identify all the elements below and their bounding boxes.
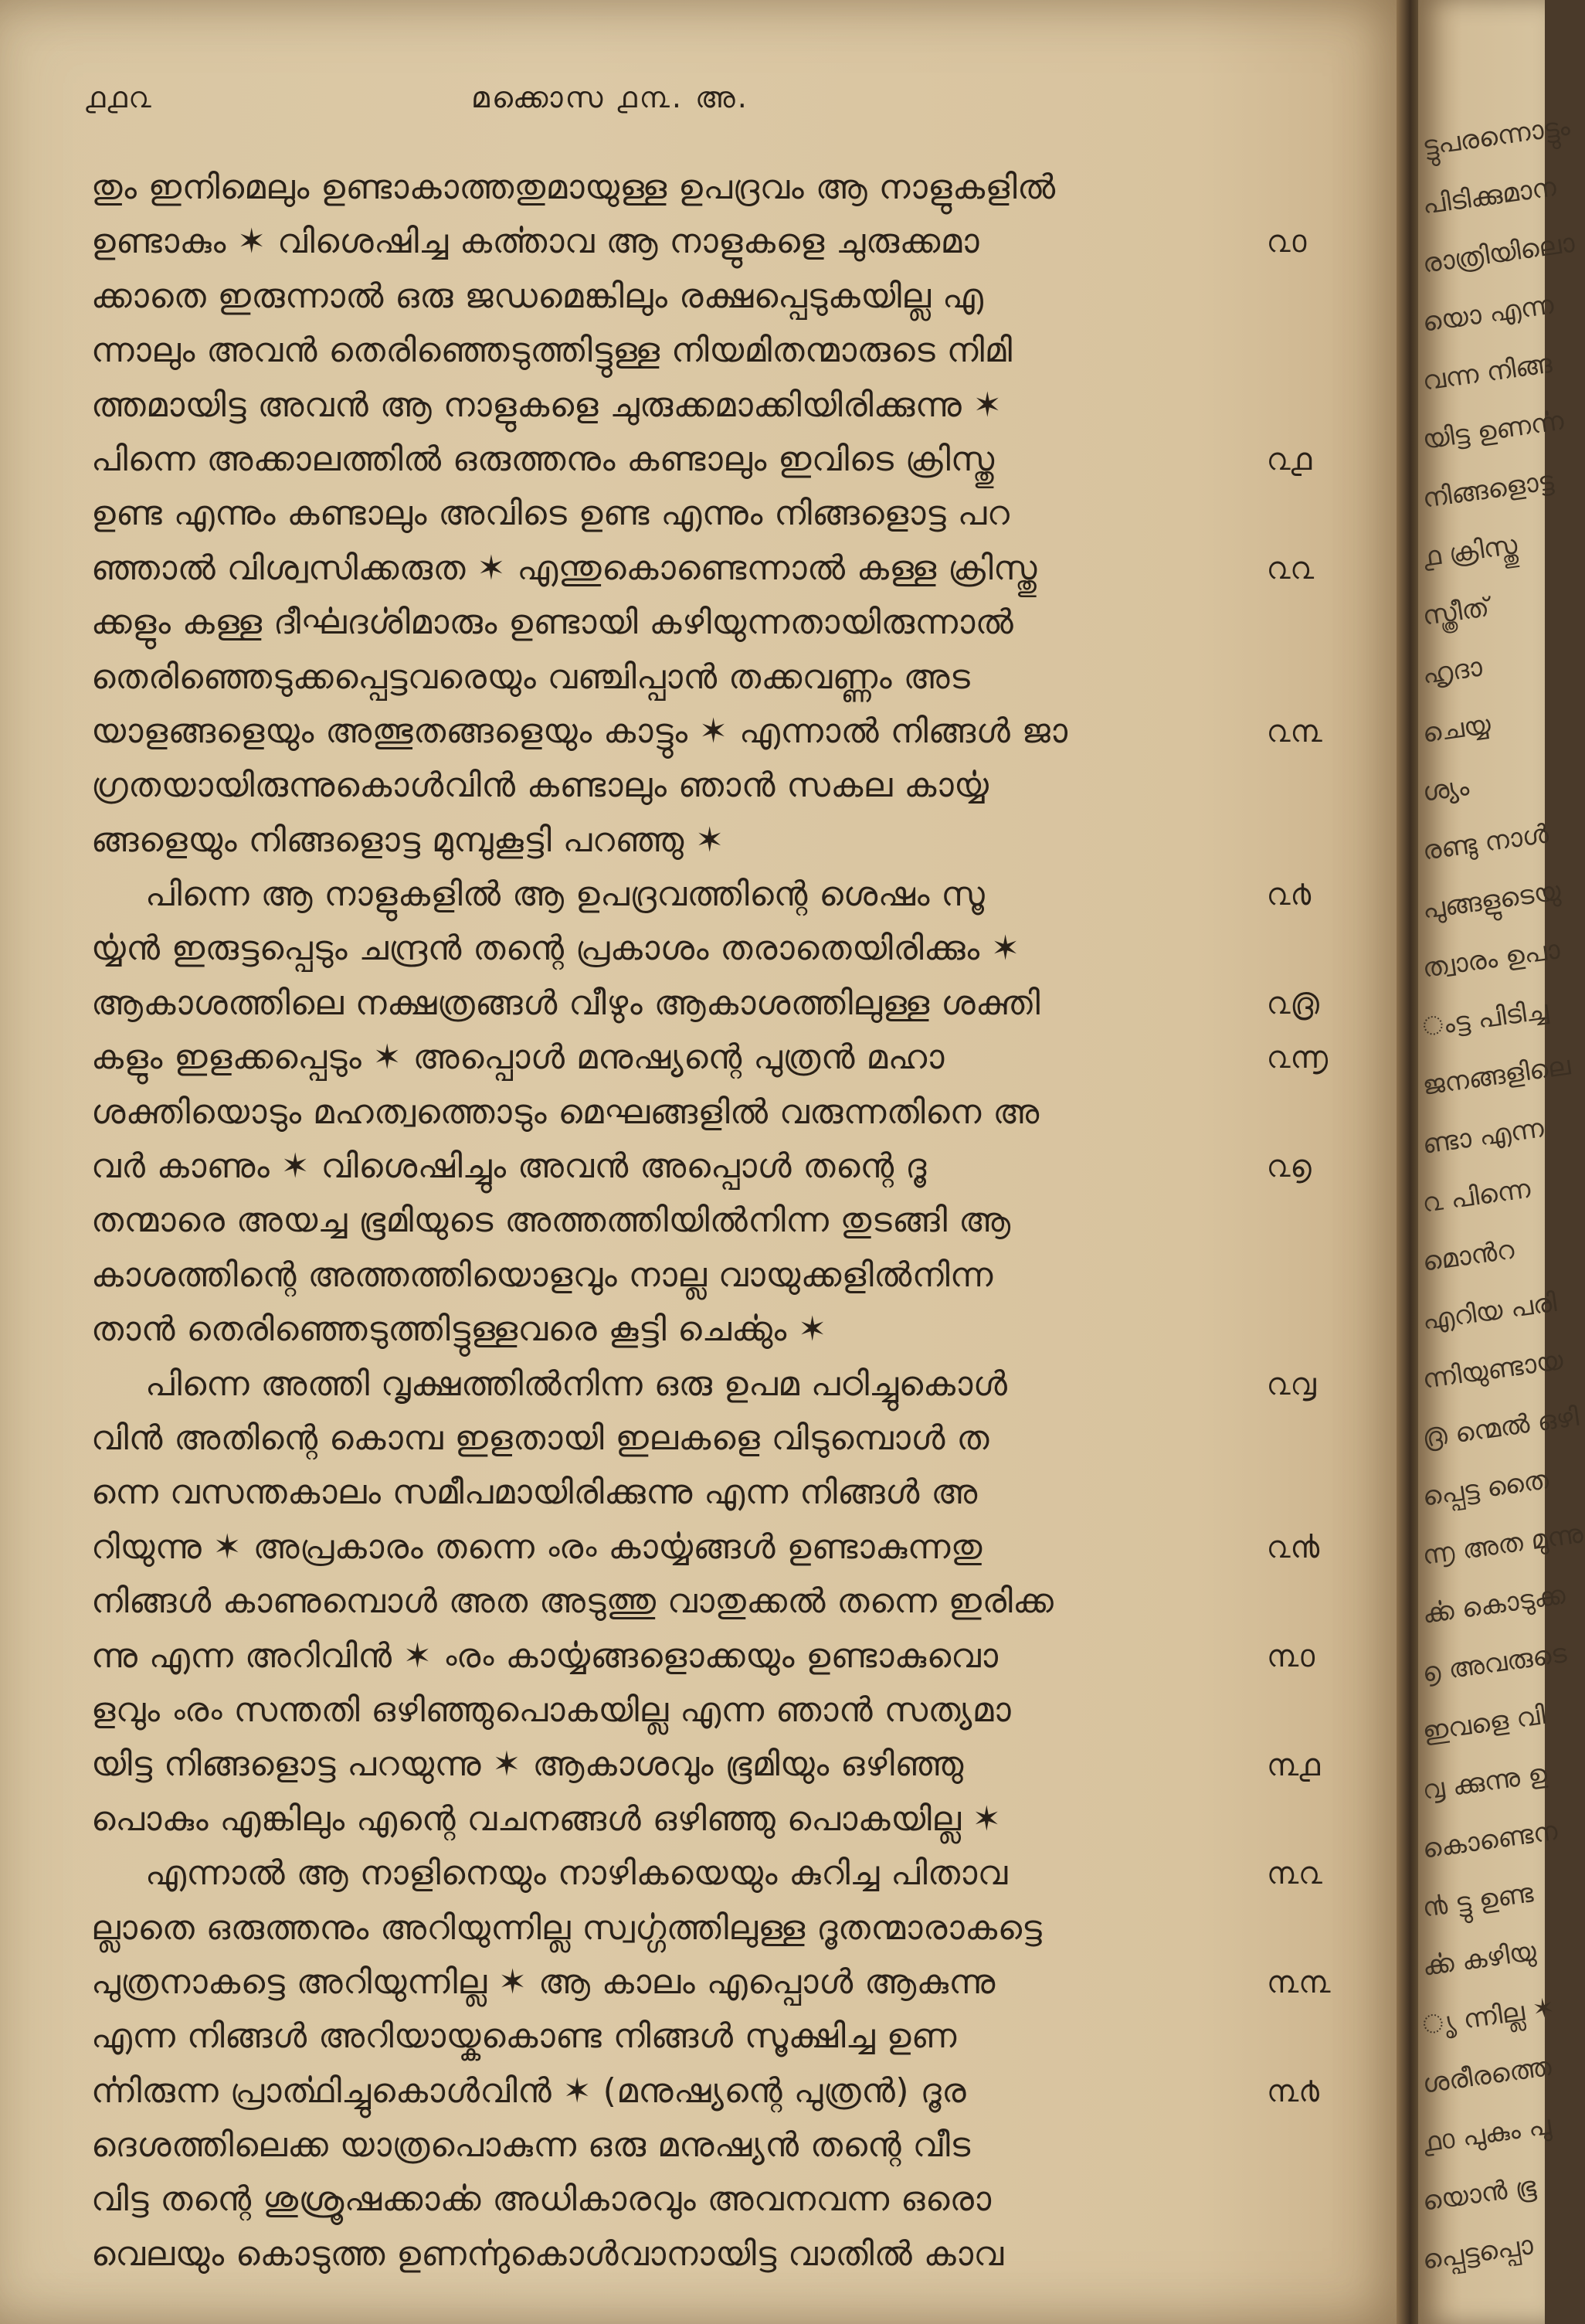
facing-page-text-fragment: ൧൦ പുകും പു	[1420, 2109, 1553, 2159]
verse-number: ൩൧	[1267, 1747, 1320, 1783]
facing-page-text-fragment: ൫ ന്മെൽ ഒഴി	[1420, 1401, 1581, 1454]
facing-page-text-fragment: ൎക്ക കഴിയു	[1420, 1935, 1539, 1983]
facing-page-text-fragment: ശ്യം	[1420, 770, 1471, 808]
text-line: ൎയ്യൻ ഇരുട്ടപ്പെടും ചന്ദ്രൻ തന്റെ പ്രകാശം തരാതെയിരിക്കും ✶	[91, 929, 1020, 969]
text-line: ദെശത്തിലെക്ക യാത്രപൊകുന്ന ഒരു മനുഷ്യൻ തന്റെ വീട	[91, 2125, 971, 2166]
facing-page-text-fragment: പിടിക്കുമാന	[1420, 171, 1559, 221]
text-line: ത്തമായിട്ട അവൻ ആ നാളുകളെ ചുരുക്കമാക്കിയിരിക്കുന്നു ✶	[91, 385, 1003, 425]
text-line: വെലയും കൊടുത്ത ഉണൎന്നുകൊൾവാനായിട്ട വാതിൽ കാവ	[91, 2234, 1004, 2274]
text-line: പിന്നെ ആ നാളുകളിൽ ആ ഉപദ്രവത്തിന്റെ ശെഷം സൂ	[145, 875, 986, 915]
facing-page-text-fragment: രാത്രിയിലൊ	[1420, 227, 1577, 280]
text-line: തെരിഞ്ഞെടുക്കപ്പെട്ടവരെയും വഞ്ചിപ്പാൻ തക്കവണ്ണം അട	[91, 657, 971, 697]
facing-page-text-fragment: കൊണ്ടെന	[1420, 1815, 1560, 1865]
facing-page-text-fragment: ശരീരത്തെ	[1420, 2050, 1554, 2100]
text-line: റിയുന്നു ✶ അപ്രകാരം തന്നെ ൟ കാൎയ്യങ്ങൾ ഉണ്ടാകുന്നതു	[91, 1527, 983, 1567]
verse-number: ൨൮	[1267, 1366, 1316, 1402]
facing-page-text-fragment: ൭ അവരുടെ	[1420, 1638, 1569, 1689]
facing-page-text-fragment: ന്നിയുണ്ടായ	[1420, 1344, 1566, 1395]
text-line: നിങ്ങൾ കാണുമ്പൊൾ അത അടുത്തു വാതുക്കൽ തന്നെ ഇരിക്ക	[91, 1582, 1054, 1622]
verse-number: ൨൫	[1267, 986, 1319, 1021]
facing-page-text-fragment: രണ്ടു നാൾ	[1420, 818, 1551, 867]
text-line: യാളങ്ങളെയും അത്ഭുതങ്ങളെയും കാട്ടും ✶ എന്നാൽ നിങ്ങൾ ജാ	[91, 711, 1068, 751]
facing-page-text-fragment: പ്പെട്ടപ്പൊ	[1420, 2230, 1536, 2276]
page-header-title: മക്കൊസ ൧൩. അ.	[471, 80, 749, 114]
facing-page-text-fragment: നിങ്ങളൊട്ട	[1420, 465, 1556, 515]
facing-page-text-fragment: യൊൻ ഭൂ	[1420, 2170, 1539, 2217]
facing-page-text-fragment: ൮ ക്കുന്നു ഉ	[1420, 1758, 1549, 1806]
text-line: താൻ തെരിഞ്ഞെടുത്തിട്ടുള്ളവരെ കൂട്ടി ചെൎക്കും ✶	[91, 1310, 827, 1350]
text-line: ങ്ങളെയും നിങ്ങളൊട്ട മുമ്പുകൂട്ടി പറഞ്ഞു ✶	[91, 820, 725, 860]
verse-number: ൨൩	[1267, 714, 1322, 749]
facing-page-text-fragment: ഹൃദാ	[1420, 651, 1485, 691]
text-line: ഗ്രതയായിരുന്നുകൊൾവിൻ കണ്ടാലും ഞാൻ സകല കാൎയ്യ	[91, 766, 989, 806]
text-line: ഉണ്ടാകും ✶ വിശെഷിച്ച കൎത്താവ ആ നാളുകളെ ചുരുക്കമാ	[91, 222, 980, 262]
facing-page-text-fragment: ൨ പിന്നെ	[1420, 1173, 1532, 1219]
text-line: ക്കളും കള്ള ദീൎഘദൎശിമാരും ഉണ്ടായി കഴിയുന്നതായിരുന്നാൽ	[91, 603, 1014, 643]
text-line: പുത്രനാകട്ടെ അറിയുന്നില്ല ✶ ആ കാലം എപ്പൊൾ ആകുന്നു	[91, 1962, 996, 2002]
page-number: ൧൧൨	[85, 80, 153, 114]
facing-page-text-fragment: ത്വാരം ഉപാ	[1420, 934, 1562, 984]
facing-page-text-fragment: ൯ ട്ടു ഉണ്ട	[1420, 1877, 1536, 1924]
facing-page-text-fragment: പുങ്ങളുടെയു	[1420, 875, 1563, 926]
verse-number: ൨൨	[1267, 550, 1315, 586]
verse-number: ൨൬	[1267, 1040, 1329, 1076]
verse-number: ൨൦	[1267, 224, 1307, 260]
text-line: യിട്ട നിങ്ങളൊട്ട പറയുന്നു ✶ ആകാശവും ഭൂമിയും ഒഴിഞ്ഞു	[91, 1745, 964, 1785]
text-line: ന്നാലും അവൻ തെരിഞ്ഞെടുത്തിട്ടുള്ള നിയമിതന്മാരുടെ നിമി	[91, 331, 1013, 371]
text-line: കാശത്തിന്റെ അത്തത്തിയൊളവും നാല്ല വായുക്കളിൽനിന്ന	[91, 1255, 993, 1295]
text-line: എന്ന നിങ്ങൾ അറിയായ്കകൊണ്ട നിങ്ങൾ സൂക്ഷിച്ച ഉണ	[91, 2017, 957, 2057]
body-text	[91, 161, 1250, 2282]
verse-number: ൩൨	[1267, 1856, 1322, 1892]
verse-number: ൨൧	[1267, 442, 1312, 477]
facing-page-text-fragment: ംട്ട പിടിച്ച	[1420, 994, 1550, 1043]
text-line: എന്നാൽ ആ നാളിനെയും നാഴികയെയും കുറിച്ച പിതാവ	[145, 1853, 1008, 1894]
verse-number: ൩൩	[1267, 1965, 1331, 2001]
text-line: ന്നു എന്ന അറിവിൻ ✶ ൟ കാൎയ്യങ്ങളൊക്കയും ഉണ്ടാകുവൊ	[91, 1636, 999, 1676]
verse-number: ൩൪	[1267, 2074, 1319, 2109]
text-line: പിന്നെ അത്തി വൃക്ഷത്തിൽനിന്ന ഒരു ഉപമ പഠിച്ചുകൊൾ	[145, 1364, 1008, 1404]
text-line: ന്നെ വസന്തകാലം സമീപമായിരിക്കുന്നു എന്ന നിങ്ങൾ അ	[91, 1473, 978, 1513]
verse-number: ൨൭	[1267, 1149, 1312, 1185]
text-line: തും ഇനിമെലും ഉണ്ടാകാത്തതുമായുള്ള ഉപദ്രവം ആ നാളുകളിൽ	[91, 168, 1056, 207]
text-line: ആകാശത്തിലെ നക്ഷത്രങ്ങൾ വീഴും ആകാശത്തിലുള്ള ശക്തി	[91, 983, 1040, 1023]
facing-page-text-fragment: ൎക്ക കൊടുക്ക	[1420, 1579, 1567, 1630]
running-head	[85, 80, 1329, 127]
text-line: ശക്തിയൊടും മഹത്വത്തൊടും മെഘങ്ങളിൽ വരുന്നതിനെ അ	[91, 1092, 1040, 1132]
text-line: ഉണ്ട എന്നും കണ്ടാലും അവിടെ ഉണ്ട എന്നും നിങ്ങളൊട്ട പറ	[91, 494, 1010, 534]
text-line: തന്മാരെ അയച്ച ഭൂമിയുടെ അത്തത്തിയിൽനിന്ന തുടങ്ങി ആ	[91, 1201, 1011, 1241]
verse-number: ൩൦	[1267, 1638, 1315, 1674]
text-line: വർ കാണും ✶ വിശെഷിച്ചും അവൻ അപ്പൊൾ തന്റെ ദൂ	[91, 1147, 927, 1187]
verse-number: ൨൪	[1267, 877, 1312, 913]
facing-page-text-fragment: ഇവളെ വി	[1420, 1699, 1548, 1748]
text-line: കളും ഇളക്കപ്പെടും ✶ അപ്പൊൾ മനുഷ്യന്റെ പുത്രൻ മഹാ	[91, 1038, 945, 1078]
text-line: ൎന്നിരുന്ന പ്രാൎത്ഥിച്ചുകൊൾവിൻ ✶ (മനുഷ്യന്റെ പുത്രൻ) ദൂര	[91, 2071, 967, 2111]
facing-page-text-fragment: ണ്ടാ എന്ന	[1420, 1113, 1546, 1160]
facing-page-text-fragment: ൬ അത മുന്നു	[1420, 1518, 1585, 1571]
facing-page-text-fragment: സ്ത്രീത്	[1420, 592, 1492, 632]
facing-page-text-fragment: ൃ ന്നില്ല ✶	[1420, 1992, 1557, 2041]
text-line: ല്ലാതെ ഒരുത്തനും അറിയുന്നില്ല സ്വൎഗ്ഗത്തിലുള്ള ദൂതന്മാരാകട്ടെ	[91, 1908, 1043, 1948]
text-line: ളവും ൟ സന്തതി ഒഴിഞ്ഞുപൊകയില്ല എന്ന ഞാൻ സത്യമാ	[91, 1690, 1012, 1730]
text-line: ഞ്ഞാൽ വിശ്വസിക്കരുത ✶ എന്തുകൊണ്ടെന്നാൽ കള്ള ക്രിസ്തു	[91, 548, 1037, 588]
text-line: പിന്നെ അക്കാലത്തിൽ ഒരുത്തനും കണ്ടാലും ഇവിടെ ക്രിസ്തു	[91, 439, 995, 479]
facing-page-text-fragment: മൊൻറ	[1420, 1234, 1516, 1278]
text-line: വിൻ അതിന്റെ കൊമ്പ ഇളതായി ഇലകളെ വിടുമ്പൊൾ ത	[91, 1418, 989, 1458]
facing-page-text-fragment: എറിയ പരി	[1420, 1286, 1559, 1337]
text-line: വിട്ട തന്റെ ശുശ്രൂഷക്കാൎക്ക അധികാരവും അവനവന്ന ഒരൊ	[91, 2180, 992, 2220]
facing-page-text-fragment: വന്ന നിങ്ങ	[1420, 348, 1554, 397]
facing-page-text-fragment: ട്ടുപരന്നൊട്ടും	[1420, 110, 1572, 162]
verse-number: ൨൯	[1267, 1530, 1320, 1565]
text-line: ക്കാതെ ഇരുന്നാൽ ഒരു ജഡമെങ്കിലും രക്ഷപ്പെടുകയില്ല എ	[91, 276, 984, 316]
facing-page-text-fragment: യിട്ട ഉണൎന്ന	[1420, 405, 1566, 456]
facing-page-text-fragment: യൊ എന്ന	[1420, 289, 1556, 338]
facing-page-text-fragment: പ്പെട്ട തൈ	[1420, 1464, 1551, 1513]
facing-page-edge	[1418, 0, 1585, 2324]
facing-page-text-fragment: ജനങ്ങളിലെ	[1420, 1050, 1573, 1102]
facing-page-text-fragment: ൧ ക്രിസ്തു	[1420, 529, 1519, 573]
text-line: പൊകും എങ്കിലും എന്റെ വചനങ്ങൾ ഒഴിഞ്ഞു പൊകയില്ല ✶	[91, 1799, 1002, 1839]
facing-page-text-fragment: ചെയ്യ	[1420, 708, 1493, 749]
